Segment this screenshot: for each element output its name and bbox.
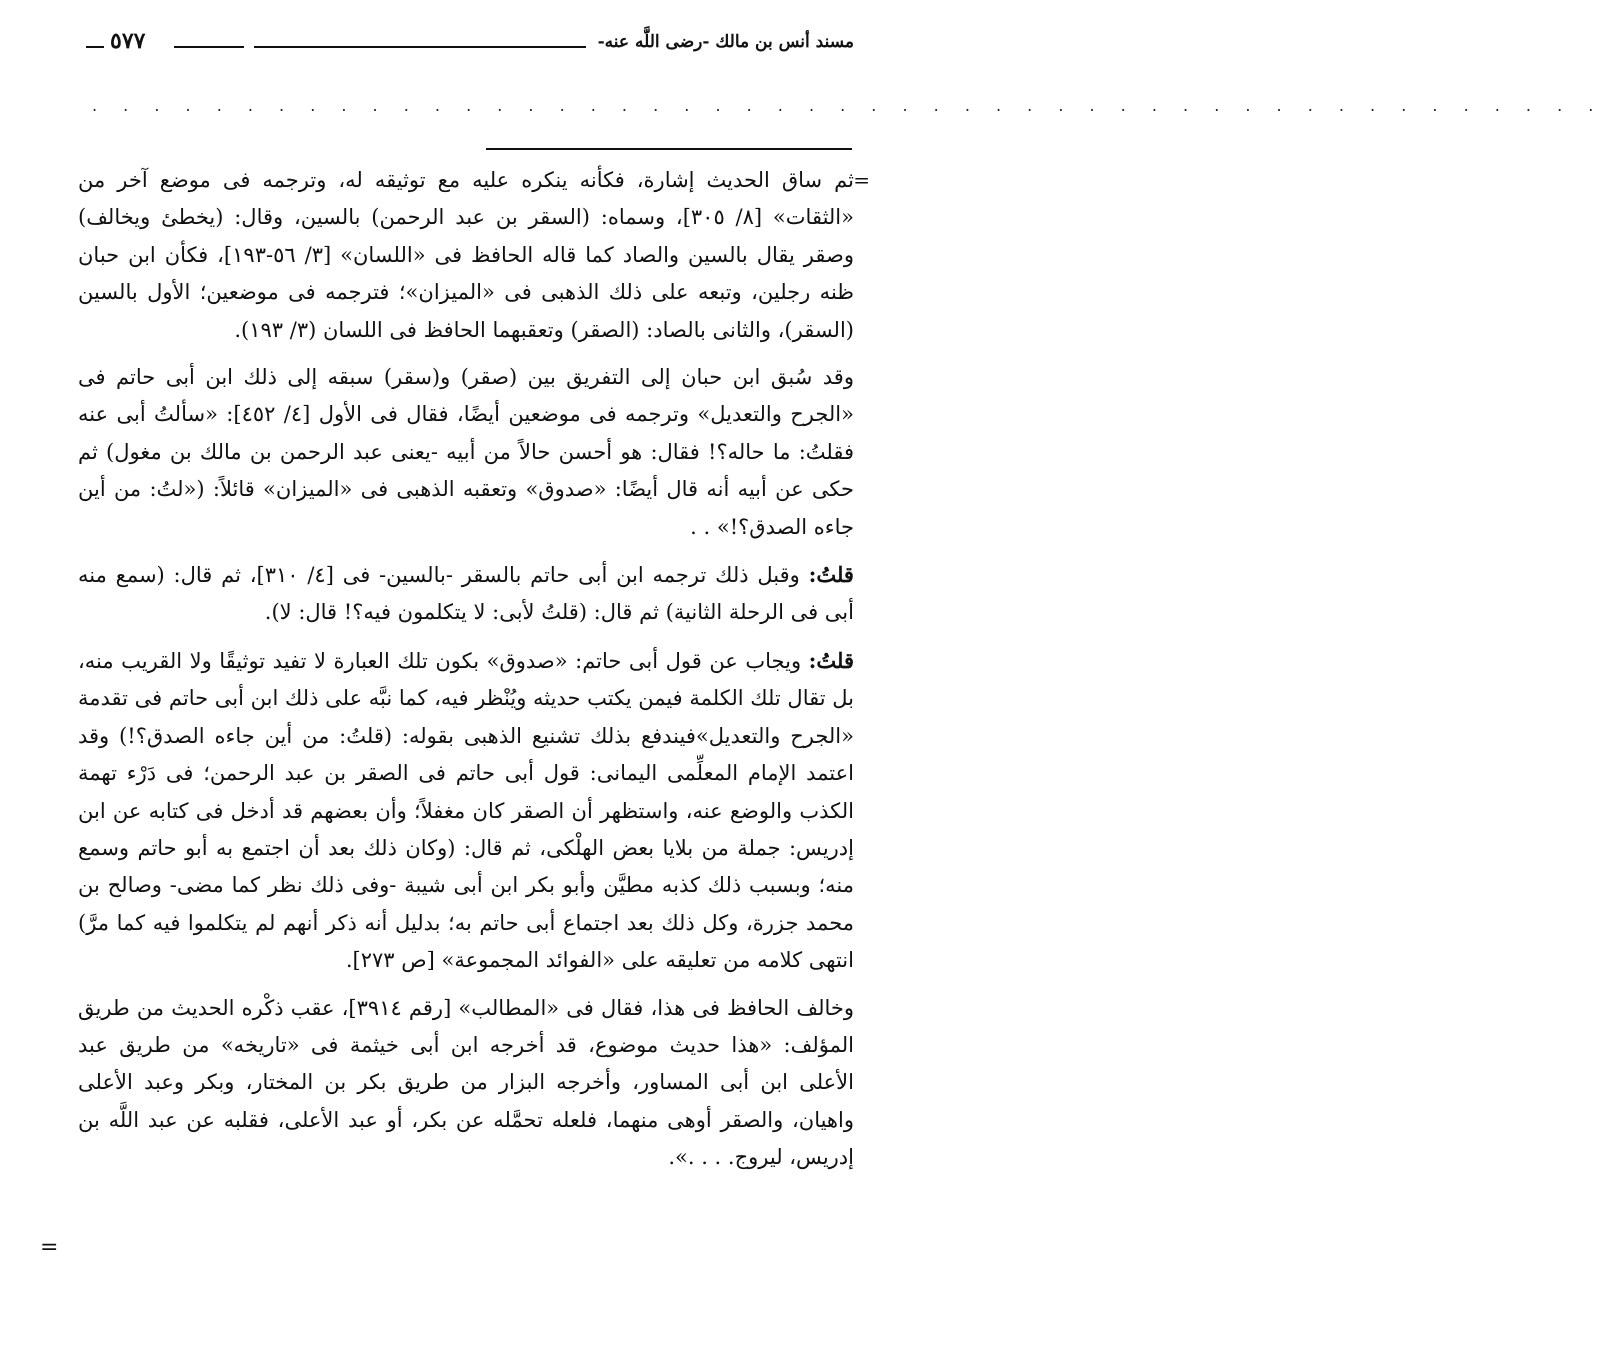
paragraph-lead: قلتُ: (808, 647, 854, 673)
header-rule (254, 46, 586, 48)
footnote-body (78, 162, 870, 1187)
paragraph-1: = ثم ساق الحديث إشارة، فكأنه ينكره عليه مع توثيقه له، وترجمه فى موضع آخر من «الثقات» [٨/ ٣٠٥]، وسماه: (السقر بن عبد الرحمن) بالسين، وقال: (يخطئ ويخالف) وصقر يقال بالسين والصاد كما قاله الحافظ فى «اللسان» [٣/ ٥٦-١٩٣]، فكأن ابن حبان ظنه رجلين، وتبعه على ذلك الذهبى فى «الميزان»؛ فترجمه فى موضعين؛ الأول بالسين (السقر)، والثانى بالصاد: (الصقر) وتعقبهما الحافظ فى اللسان (٣/ ١٩٣). (78, 162, 854, 349)
running-title: مسند أنس بن مالك -رضى اللَّه عنه- (597, 32, 854, 52)
header-dash-left (86, 46, 104, 48)
page-number: ٥٧٧ (110, 28, 146, 54)
paragraph-3: قلتُ: وقبل ذلك ترجمه ابن أبى حاتم بالسقر -بالسين- فى [٤/ ٣١٠]، ثم قال: (سمع منه أبى فى الرحلة الثانية) ثم قال: (قلتُ لأبى: لا يتكلمون فيه؟! قال: لا). (78, 562, 854, 625)
footnote-separator-rule (486, 148, 852, 150)
header-rule-short (174, 46, 244, 48)
dotted-separator: . . . . . . . . . . . . . . . . . . . . . . . . . . . . . . . . . . . . . . . . . . . . . . . . . (92, 96, 1604, 115)
paragraph-lead: قلتُ: (808, 562, 854, 588)
continuation-end-marker: = (40, 1235, 59, 1260)
paragraph-2: وقد سُبق ابن حبان إلى التفريق بين (صقر) و(سقر) سبقه إلى ذلك ابن أبى حاتم فى «الجرح والتعديل» وترجمه فى موضعين أيضًا، فقال فى الأول [٤/ ٤٥٢]: «سألتُ أبى عنه فقلتُ: ما حاله؟! فقال: هو أحسن حالاً من أبيه -يعنى عبد الرحمن بن مالك بن مغول) ثم حكى عن أبيه أنه قال أيضًا: «صدوق» وتعقبه الذهبى فى «الميزان» قائلاً: («لتُ: من أين جاءه الصدق؟!» . . (78, 365, 854, 539)
paragraph-5: وخالف الحافظ فى هذا، فقال فى «المطالب» [رقم ٣٩١٤]، عقب ذكْره الحديث من طريق المؤلف: «هذا حديث موضوع، قد أخرجه ابن أبى خيثمة فى «تاريخه» من طريق عبد الأعلى ابن أبى المساور، وأخرجه البزار من طريق بكر بن المختار، وبكر وعبد الأعلى واهيان، والصقر أوهى منهما، فلعله تحمَّله عن بكر، أو عبد الأعلى، فقلبه عن عبد اللَّه بن إدريس، ليروج. . . .». (78, 995, 854, 1170)
continuation-marker: = (853, 168, 870, 192)
paragraph-4: قلتُ: ويجاب عن قول أبى حاتم: «صدوق» بكون تلك العبارة لا تفيد توثيقًا ولا القريب منه، بل تقال تلك الكلمة فيمن يكتب حديثه ويُنْظر فيه، كما نبَّه على ذلك ابن أبى حاتم فى تقدمة «الجرح والتعديل»فيندفع بذلك تشنيع الذهبى بقوله: (قلتُ: من أين جاءه الصدق؟!) وقد اعتمد الإمام المعلِّمى اليمانى: قول أبى حاتم فى الصقر بن عبد الرحمن؛ فى دَرْء تهمة الكذب والوضع عنه، واستظهر أن الصقر كان مغفلاً؛ وأن بعضهم قد أدخل فى كتابه عن ابن إدريس: جملة من بلايا بعض الهلْكى، ثم قال: (وكان ذلك بعد أن اجتمع به أبو حاتم وسمع منه؛ وبسبب ذلك كذبه مطيَّن وأبو بكر ابن أبى شيبة -وفى ذلك نظر كما مضى- وصالح بن محمد جزرة، وكل ذلك بعد اجتماع أبى حاتم به؛ بدليل أنه ذكر أنهم لم يتكلموا فيه كما مرَّ) انتهى كلامه من تعليقه على «الفوائد المجموعة» [ص ٢٧٣]. (78, 647, 855, 973)
page-header (86, 28, 854, 62)
